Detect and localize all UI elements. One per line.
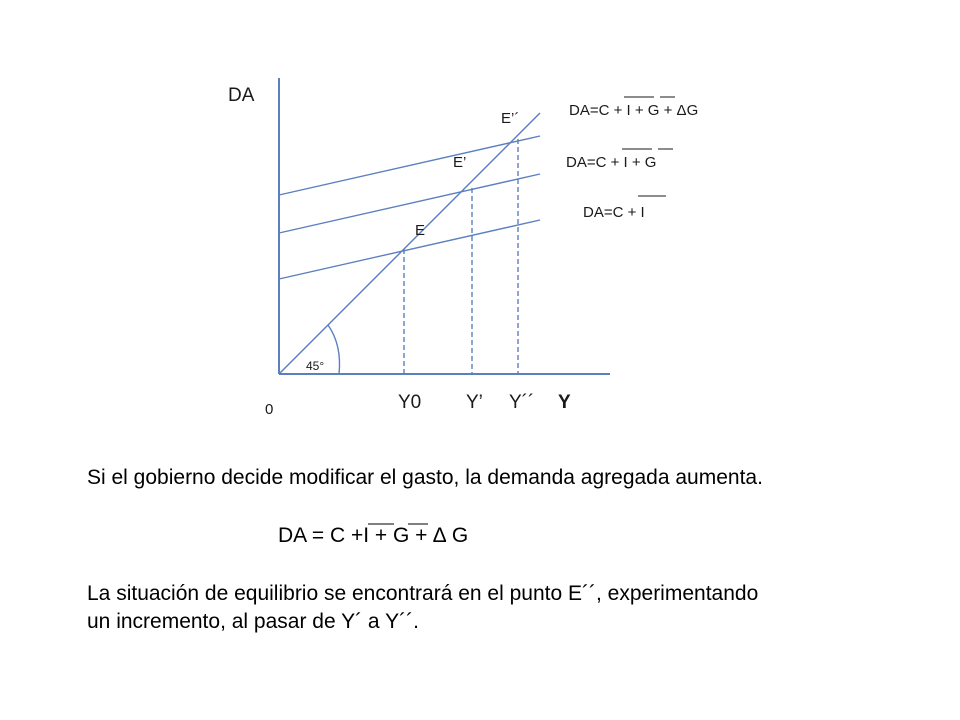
da-line-2 <box>279 174 540 233</box>
angle-arc <box>328 325 340 374</box>
da-line-1 <box>279 220 540 279</box>
line-45-degree <box>279 113 540 374</box>
statement-line: Si el gobierno decide modificar el gasto, la demanda agregada aumenta. <box>87 466 763 489</box>
origin-label: 0 <box>265 401 274 418</box>
conclusion-line-2: un incremento, al pasar de Y´ a Y´´. <box>87 610 419 633</box>
point-e-prime-label: E’ <box>453 154 467 171</box>
equation-da-2: DA=C + I + G <box>566 154 657 171</box>
da-line-3 <box>279 136 540 195</box>
point-e-double-prime-label: E’´ <box>501 110 520 127</box>
x-axis-label: Y <box>558 392 571 413</box>
x-label-y-double-prime: Y´´ <box>509 392 535 413</box>
y-axis-label: DA <box>228 85 255 106</box>
formula: DA = C +I + G + ∆ G <box>278 524 469 547</box>
point-e-label: E <box>415 222 426 239</box>
equation-da-1: DA=C + I <box>583 204 645 221</box>
x-label-y0: Y0 <box>398 392 422 413</box>
angle-label: 45° <box>306 359 325 373</box>
equation-da-3: DA=C + I + G + ΔG <box>569 102 699 119</box>
x-label-y-prime: Y’ <box>466 392 483 413</box>
conclusion-line-1: La situación de equilibrio se encontrará en el punto E´´, experimentando <box>87 582 759 605</box>
